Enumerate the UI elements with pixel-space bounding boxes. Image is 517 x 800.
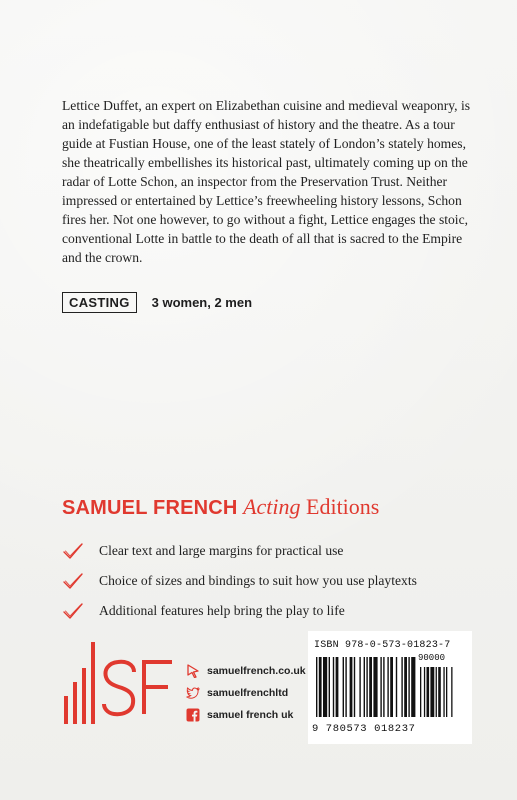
twitter-icon <box>186 686 200 700</box>
ean-digits: 9 780573 018237 <box>312 723 416 735</box>
barcode-icon <box>314 655 466 719</box>
feature-text: Clear text and large margins for practical use <box>99 543 344 558</box>
casting-value: 3 women, 2 men <box>151 295 253 310</box>
website-text: samuelfrench.co.uk <box>207 665 306 677</box>
check-icon <box>62 542 84 560</box>
casting-section <box>62 292 252 313</box>
list-item <box>62 566 417 596</box>
list-item <box>62 596 417 626</box>
social-links <box>186 660 306 726</box>
facebook-icon <box>186 708 200 722</box>
casting-label: CASTING <box>62 292 137 313</box>
twitter-text: samuelfrenchltd <box>207 687 289 699</box>
cursor-icon <box>186 664 200 678</box>
isbn-label: ISBN 978-0-573-01823-7 <box>314 640 451 651</box>
isbn-barcode <box>308 631 472 744</box>
isbn-addon: 90000 <box>418 653 446 663</box>
brand-name: SAMUEL FRENCH <box>62 497 238 519</box>
feature-text: Additional features help bring the play to life <box>99 603 345 618</box>
brand-acting: Acting <box>243 494 301 519</box>
check-icon <box>62 572 84 590</box>
check-icon <box>62 602 84 620</box>
brand-editions: Editions <box>306 494 380 519</box>
synopsis-text: Lettice Duffet, an expert on Elizabethan cuisine and medieval weaponry, is an indefatigable but daffy enthusiast of history and the theatre. As a tour guide at Fustian House, one of the least stately of London’s stately homes, she theatrically embellishes its historical past, ultimately coming up on the radar of Lotte Schon, an inspector from the Preservation Trust. Neither impressed or entertained by Lettice’s freewheeling history lessons, Schon fires her. Not one however, to go without a fight, Lettice engages the stoic, conventional Lotte in battle to the death of all that is sacred to the Empire and the crown. <box>62 98 471 265</box>
website-link[interactable] <box>186 660 306 682</box>
acting-editions-heading <box>62 494 379 520</box>
facebook-link[interactable] <box>186 704 306 726</box>
sf-logo-icon <box>64 642 174 724</box>
list-item <box>62 536 417 566</box>
facebook-text: samuel french uk <box>207 709 294 721</box>
feature-list <box>62 536 417 626</box>
twitter-link[interactable] <box>186 682 306 704</box>
feature-text: Choice of sizes and bindings to suit how you use playtexts <box>99 573 417 588</box>
